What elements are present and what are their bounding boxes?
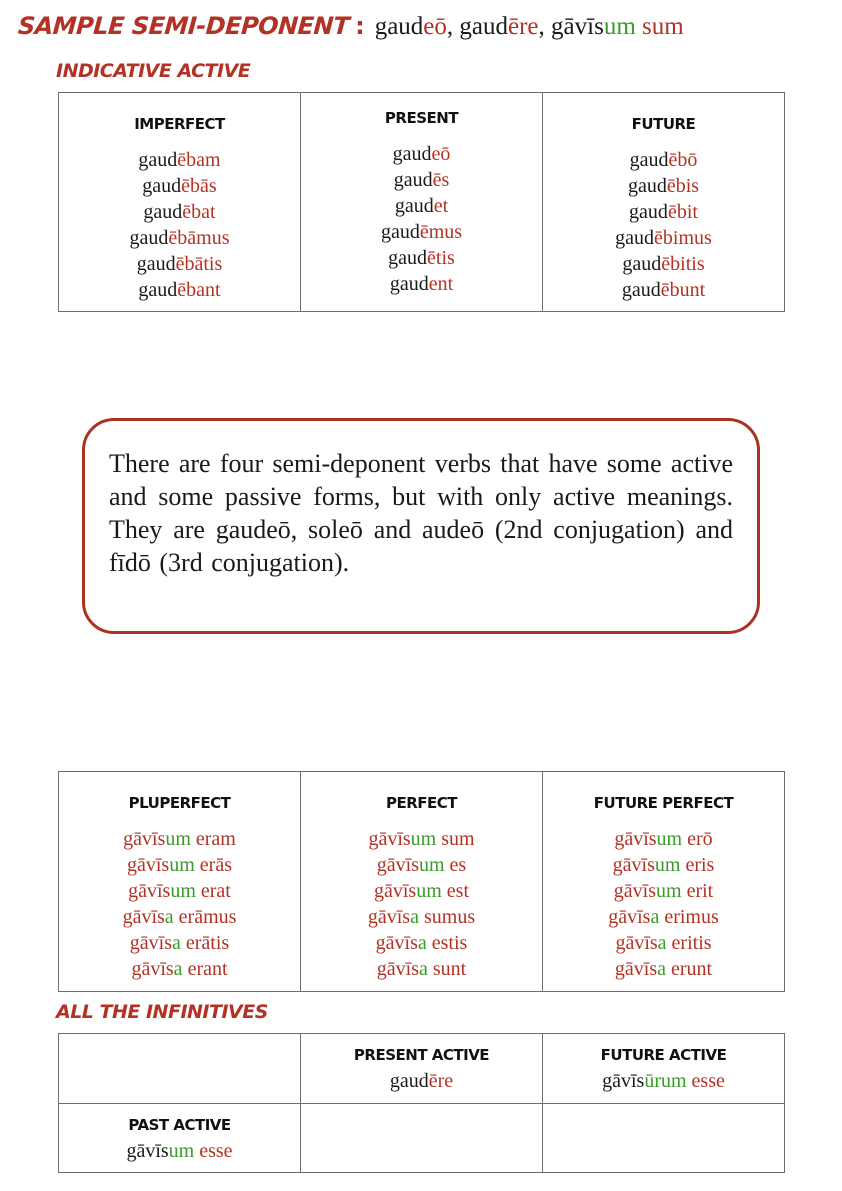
semi-deponent-note: There are four semi-deponent verbs that have some active and some passive forms, but with only active meanings. They are gaudeō, soleō and audeō (2nd conjugation) and fīdō (3rd conjugation). bbox=[109, 449, 733, 577]
empty-cell bbox=[301, 1104, 543, 1173]
page-title-row bbox=[18, 12, 684, 46]
principal-part-2: gaudēre bbox=[459, 13, 539, 40]
imperfect-column bbox=[59, 93, 301, 312]
conjugation-form: gāvīsum eram bbox=[123, 828, 236, 850]
conjugation-form: gaudeō bbox=[392, 143, 451, 165]
conjugation-form: gāvīsa sunt bbox=[376, 958, 467, 980]
indicative-table bbox=[58, 92, 785, 312]
conjugation-form: gāvīsa erant bbox=[131, 958, 228, 980]
conjugation-form: gaudēbis bbox=[627, 175, 700, 197]
column-header: PRESENT bbox=[384, 109, 459, 127]
conjugation-form: gaudēbō bbox=[629, 149, 698, 171]
conjugation-form: gaudet bbox=[394, 195, 449, 217]
form-list bbox=[543, 826, 784, 982]
semi-deponent-note-box bbox=[82, 418, 760, 634]
present-column bbox=[301, 93, 543, 312]
conjugation-form: gaudēbat bbox=[143, 201, 216, 223]
column-header: FUTURE ACTIVE bbox=[600, 1046, 727, 1064]
form-list bbox=[59, 826, 300, 982]
conjugation-form: gāvīsa sumus bbox=[367, 906, 476, 928]
infinitive-form: gāvīsūrum esse bbox=[602, 1070, 725, 1092]
column-header: PLUPERFECT bbox=[128, 794, 231, 812]
principal-part-3: gāvīsum sum bbox=[551, 13, 684, 40]
conjugation-form: gaudēbās bbox=[142, 175, 217, 197]
conjugation-form: gāvīsa erunt bbox=[614, 958, 713, 980]
infinitive-form: gaudēre bbox=[389, 1070, 454, 1092]
infinitives-table bbox=[58, 1033, 785, 1173]
conjugation-form: gāvīsum erō bbox=[614, 828, 713, 850]
past-active-infinitive-cell bbox=[59, 1104, 301, 1173]
conjugation-form: gaudent bbox=[389, 273, 454, 295]
principal-part-1: gaudeō bbox=[374, 13, 447, 40]
section-heading-indicative: INDICATIVE ACTIVE bbox=[56, 60, 251, 82]
conjugation-form: gaudēbāmus bbox=[129, 227, 230, 249]
empty-cell bbox=[543, 1104, 785, 1173]
conjugation-form: gāvīsa erimus bbox=[608, 906, 719, 928]
conjugation-form: gāvīsum est bbox=[374, 880, 469, 902]
empty-cell bbox=[59, 1034, 301, 1104]
section-heading-infinitives: ALL THE INFINITIVES bbox=[56, 1001, 268, 1023]
principal-parts: gaudeō, gaudēre, gāvīsum sum bbox=[374, 13, 684, 40]
column-header: PERFECT bbox=[385, 794, 458, 812]
infinitive-form: gāvīsum esse bbox=[126, 1140, 233, 1162]
conjugation-form: gaudētis bbox=[388, 247, 455, 269]
column-header: IMPERFECT bbox=[134, 115, 225, 133]
conjugation-form: gāvīsum sum bbox=[368, 828, 475, 850]
conjugation-form: gaudēbimus bbox=[615, 227, 712, 249]
form-list bbox=[301, 826, 542, 982]
conjugation-form: gaudēbunt bbox=[621, 279, 706, 301]
conjugation-form: gāvīsa erāmus bbox=[122, 906, 237, 928]
form-list bbox=[543, 147, 784, 303]
conjugation-form: gāvīsa eritis bbox=[615, 932, 712, 954]
column-header: FUTURE bbox=[631, 115, 696, 133]
conjugation-form: gāvīsum erit bbox=[613, 880, 714, 902]
conjugation-form: gāvīsum erat bbox=[128, 880, 231, 902]
conjugation-form: gāvīsum es bbox=[376, 854, 467, 876]
present-active-infinitive-cell bbox=[301, 1034, 543, 1104]
perfect-system-table bbox=[58, 771, 785, 992]
conjugation-form: gāvīsa erātis bbox=[129, 932, 230, 954]
conjugation-form: gaudēbant bbox=[138, 279, 221, 301]
conjugation-form: gaudēs bbox=[393, 169, 450, 191]
future-active-infinitive-cell bbox=[543, 1034, 785, 1104]
conjugation-form: gāvīsa estis bbox=[375, 932, 468, 954]
form-list bbox=[301, 141, 542, 297]
perfect-column bbox=[301, 772, 543, 992]
conjugation-form: gaudēbitis bbox=[622, 253, 705, 275]
conjugation-form: gaudēbam bbox=[138, 149, 221, 171]
future-column bbox=[543, 93, 785, 312]
conjugation-form: gaudēmus bbox=[380, 221, 463, 243]
column-header: PAST ACTIVE bbox=[128, 1116, 231, 1134]
conjugation-form: gaudēbit bbox=[629, 201, 698, 223]
conjugation-form: gāvīsum eris bbox=[612, 854, 715, 876]
column-header: FUTURE PERFECT bbox=[593, 794, 734, 812]
pluperfect-column bbox=[59, 772, 301, 992]
title-colon: : bbox=[355, 12, 365, 40]
conjugation-form: gāvīsum erās bbox=[127, 854, 232, 876]
future-perfect-column bbox=[543, 772, 785, 992]
conjugation-form: gaudēbātis bbox=[136, 253, 223, 275]
page-title: SAMPLE SEMI-DEPONENT bbox=[17, 12, 351, 40]
form-list bbox=[59, 147, 300, 303]
column-header: PRESENT ACTIVE bbox=[353, 1046, 490, 1064]
